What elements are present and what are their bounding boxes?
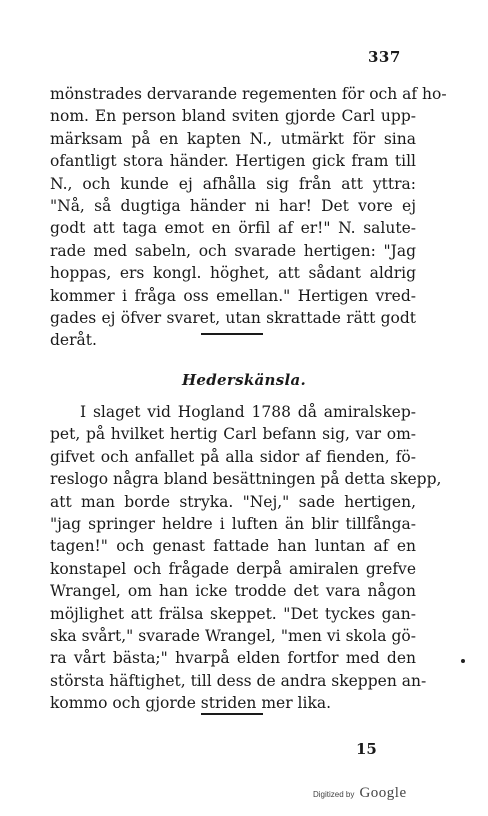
section-divider-bottom	[201, 713, 263, 715]
text-line: mönstrades dervarande regementen för och af ho-	[50, 85, 447, 103]
google-wordmark: Google	[359, 785, 407, 801]
text-line: att man borde stryka. "Nej," sade hertigen,	[50, 492, 416, 511]
text-line: möjlighet att frälsa skeppet. "Det tyckes gan-	[50, 604, 416, 623]
paragraph-anecdote-hands	[50, 83, 447, 352]
text-line: deråt.	[50, 331, 97, 350]
text-line: konstapel och frågade derpå amiralen grefve	[50, 559, 416, 578]
ink-speck	[461, 659, 465, 663]
text-line: godt att taga emot en örfil af er!" N. salute-	[50, 219, 416, 238]
paragraph-hogland-1788	[50, 401, 442, 714]
text-line: största häftighet, till dess de andra skeppen an-	[50, 671, 427, 690]
digitized-by-label: Digitized by	[313, 790, 355, 799]
text-line: pet, på hvilket hertig Carl befann sig, var om-	[50, 425, 416, 444]
text-line: ofantligt stora händer. Hertigen gick fram till	[50, 152, 416, 171]
text-line: gifvet och anfallet på alla sidor af fienden, fö-	[50, 447, 416, 466]
text-line: N., och kunde ej afhålla sig från att yttra:	[50, 174, 416, 193]
text-line: Wrangel, om han icke trodde det vara någon	[50, 582, 416, 601]
section-heading: Hederskänsla.	[181, 371, 307, 389]
signature-mark: 15	[356, 740, 377, 758]
text-line: nom. En person bland sviten gjorde Carl upp-	[50, 107, 416, 126]
text-line: hoppas, ers kongl. höghet, att sådant aldrig	[50, 264, 416, 283]
page-number: 337	[368, 48, 401, 66]
section-divider-top	[201, 333, 263, 335]
text-line: kommer i fråga oss emellan." Hertigen vred-	[50, 286, 416, 305]
text-line: gades ej öfver svaret, utan skrattade rätt godt	[50, 308, 416, 327]
text-line: ra vårt bästa;" hvarpå elden fortfor med den	[50, 649, 416, 668]
text-line: "jag springer heldre i luften än blir tillfånga-	[50, 514, 416, 533]
text-line: reslogo några bland besättningen på detta skepp,	[50, 470, 442, 489]
text-line: I slaget vid Hogland 1788 då amiralskep-	[80, 403, 416, 421]
text-line: tagen!" och genast fattade han luntan af en	[50, 537, 416, 556]
text-line: rade med sabeln, och svarade hertigen: "Jag	[50, 241, 416, 260]
text-line: ska svårt," svarade Wrangel, "men vi skola gö-	[50, 626, 416, 645]
text-line: kommo och gjorde striden mer lika.	[50, 694, 332, 713]
text-line: "Nå, så dugtiga händer ni har! Det vore ej	[50, 196, 416, 215]
text-line: märksam på en kapten N., utmärkt för sina	[50, 129, 416, 148]
digitized-by-watermark	[313, 782, 407, 802]
